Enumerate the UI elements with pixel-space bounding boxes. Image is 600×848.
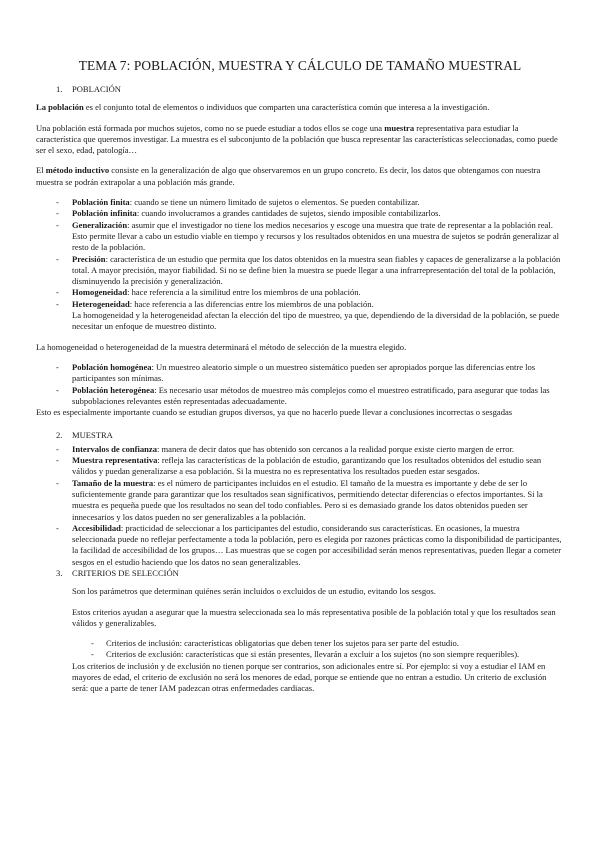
paragraph-criterios-ejemplo: Los criterios de inclusión y de exclusión no tienen porque ser contrarios, son adicionales entre sí. Por ejemplo: si voy a estudiar el IAM en mayores de edad, el criterio de exclusión no será los menores de edad, porque se entiende que no entran a estudio. Un criterio de exclusión será: que a parte de tener IAM padezcan otras enfermedades cardiacas. [72,660,547,694]
section-heading-poblacion [56,84,564,95]
list-item: - Muestra representativa: refleja las características de la población de estudio, garantizando que los resultados obtenidos del estudio sean válidos y puedan generalizarse a esa población. Si la muestra no es representativa los resultados pueden estar sesgados. [36,455,564,478]
paragraph-criterios-proposito: Estos criterios ayudan a asegurar que la muestra seleccionada sea lo más representativa posible de la población total y que los resultados sean válidos y generalizables. [72,606,556,628]
definitions-list-poblacion [36,197,564,310]
term: La población [36,102,84,113]
section-title: CRITERIOS DE SELECCIÓN [72,567,179,578]
paragraph-muestra-intro: Una población está formada por muchos sujetos, como no se puede estudiar a todos ellos se coge una muestra representativa para estudiar la característica que queremos investigar. La muestra es el subconjunto de la población que busca representar las características seleccionadas, como puede ser el sexo, edad, patología… [36,122,558,156]
section-number: 3. [56,567,63,578]
section-title: MUESTRA [72,430,113,441]
list-item: - Intervalos de confianza: manera de decir datos que has obtenido son cercanos a la realidad porque existe cierto margen de error. [36,444,564,455]
list-item: - Precisión: característica de un estudio que permita que los datos obtenidos en la muestra sean fiables y capaces de generalizarse a la población total. A mayor precisión, mayor fiabilidad. Si no se define bien la muestra se puede llegar a una infrarrepresentación del total de la población, disminuyendo la precisión y generalización. [36,254,564,288]
list-item: - Criterios de exclusión: características que si están presentes, llevarán a excluir a los sujetos (no son siempre requeribles). [36,649,564,660]
section-heading-criterios [56,568,564,579]
document-title: TEMA 7: POBLACIÓN, MUESTRA Y CÁLCULO DE TAMAÑO MUESTRAL [78,58,522,73]
section-number: 2. [56,430,63,441]
paragraph-homogeneidad: La homogeneidad y la heterogeneidad afectan la elección del tipo de muestreo, ya que, dependiendo de la diversidad de la población, se puede necesitar un enfoque de muestreo distinto. [72,310,560,332]
list-item: - Población heterogénea: Es necesario usar métodos de muestreo más complejos como el muestreo estratificado, para asegurar que todas las subpoblaciones relevantes estén representadas adecuadamente. [36,385,564,408]
list-item: - Generalización: asumir que el investigador no tiene los medios necesarios y escoge una muestra que trate de representar a la población real. Esto permite llevar a cabo un estudio viable en tiempo y recursos y los resultados obtenidos en una muestra de sujetos se podrán generalizar al resto de la población. [36,220,564,254]
criteria-list [36,638,564,661]
paragraph-poblacion-def: La población es el conjunto total de elementos o individuos que comparten una característica común que interesa a la investigación. [36,102,490,113]
list-item: - Accesibilidad: practicidad de seleccionar a los participantes del estudio, considerando sus características. En ocasiones, la muestra seleccionada puede no reflejar perfectamente a toda la población, pero es elegida por razones prácticas como la disponibilidad de participantes, la facilidad de accesibilidad de los grupos… Las muestras que se cogen por accesibilidad serán menos representativas, pueden llegar a cometer sesgos en el estudio haciendo que los datos no sean generalizables. [36,523,564,568]
list-item: - Población finita: cuando se tiene un número limitado de sujetos o elementos. Se pueden contabilizar. [36,197,564,208]
definitions-list-muestra [36,444,564,568]
list-item: - Tamaño de la muestra: es el número de participantes incluidos en el estudio. El tamaño de la muestra es importante y debe de ser lo suficientemente grande para garantizar que los resultados sean significativos, permitiendo detectar diferencias o efectos importantes. Si la muestra es pequeña puede que los resultados no sean del todo confiables. Pero si es demasiado grande los datos obtenidos pueden ser innecesarios y los datos pueden no ser generalizables a la población. [36,478,564,523]
list-item: - Población infinita: cuando involucramos a grandes cantidades de sujetos, siendo imposible contabilizarlos. [36,208,564,219]
list-item: - Población homogénea: Un muestreo aleatorio simple o un muestreo sistemático pueden ser apropiados porque las diferencias entre los participantes son mínimas. [36,362,564,385]
list-item: - Homogeneidad: hace referencia a la similitud entre los miembros de una población. [36,287,564,298]
paragraph-criterios-def: Son los parámetros que determinan quiénes serán incluidos o excluidos de un estudio, evitando los sesgos. [72,586,436,597]
list-item: - Criterios de inclusión: características obligatorias que deben tener los sujetos para ser parte del estudio. [36,638,564,649]
term: método inductivo [45,165,110,176]
section-number: 1. [56,84,63,94]
paragraph-metodo-inductivo: El método inductivo consiste en la generalización de algo que observaremos en un grupo concreto. Es decir, los datos que obtengamos con nuestra muestra se podrán extrapolar a una población más grande. [36,165,541,187]
paragraph-metodo-seleccion: La homogeneidad o heterogeneidad de la muestra determinará el método de selección de la muestra elegido. [36,341,407,352]
term: muestra [384,122,415,133]
section-title: POBLACIÓN [72,84,121,94]
list-item: - Heterogeneidad: hace referencia a las diferencias entre los miembros de una población. [36,299,564,310]
paragraph-importancia: Esto es especialmente importante cuando se estudian grupos diversos, ya que no hacerlo puede llevar a conclusiones incorrectas o sesgadas [36,407,513,418]
definitions-list-tipo-poblacion [36,362,564,407]
section-heading-muestra [56,430,564,441]
